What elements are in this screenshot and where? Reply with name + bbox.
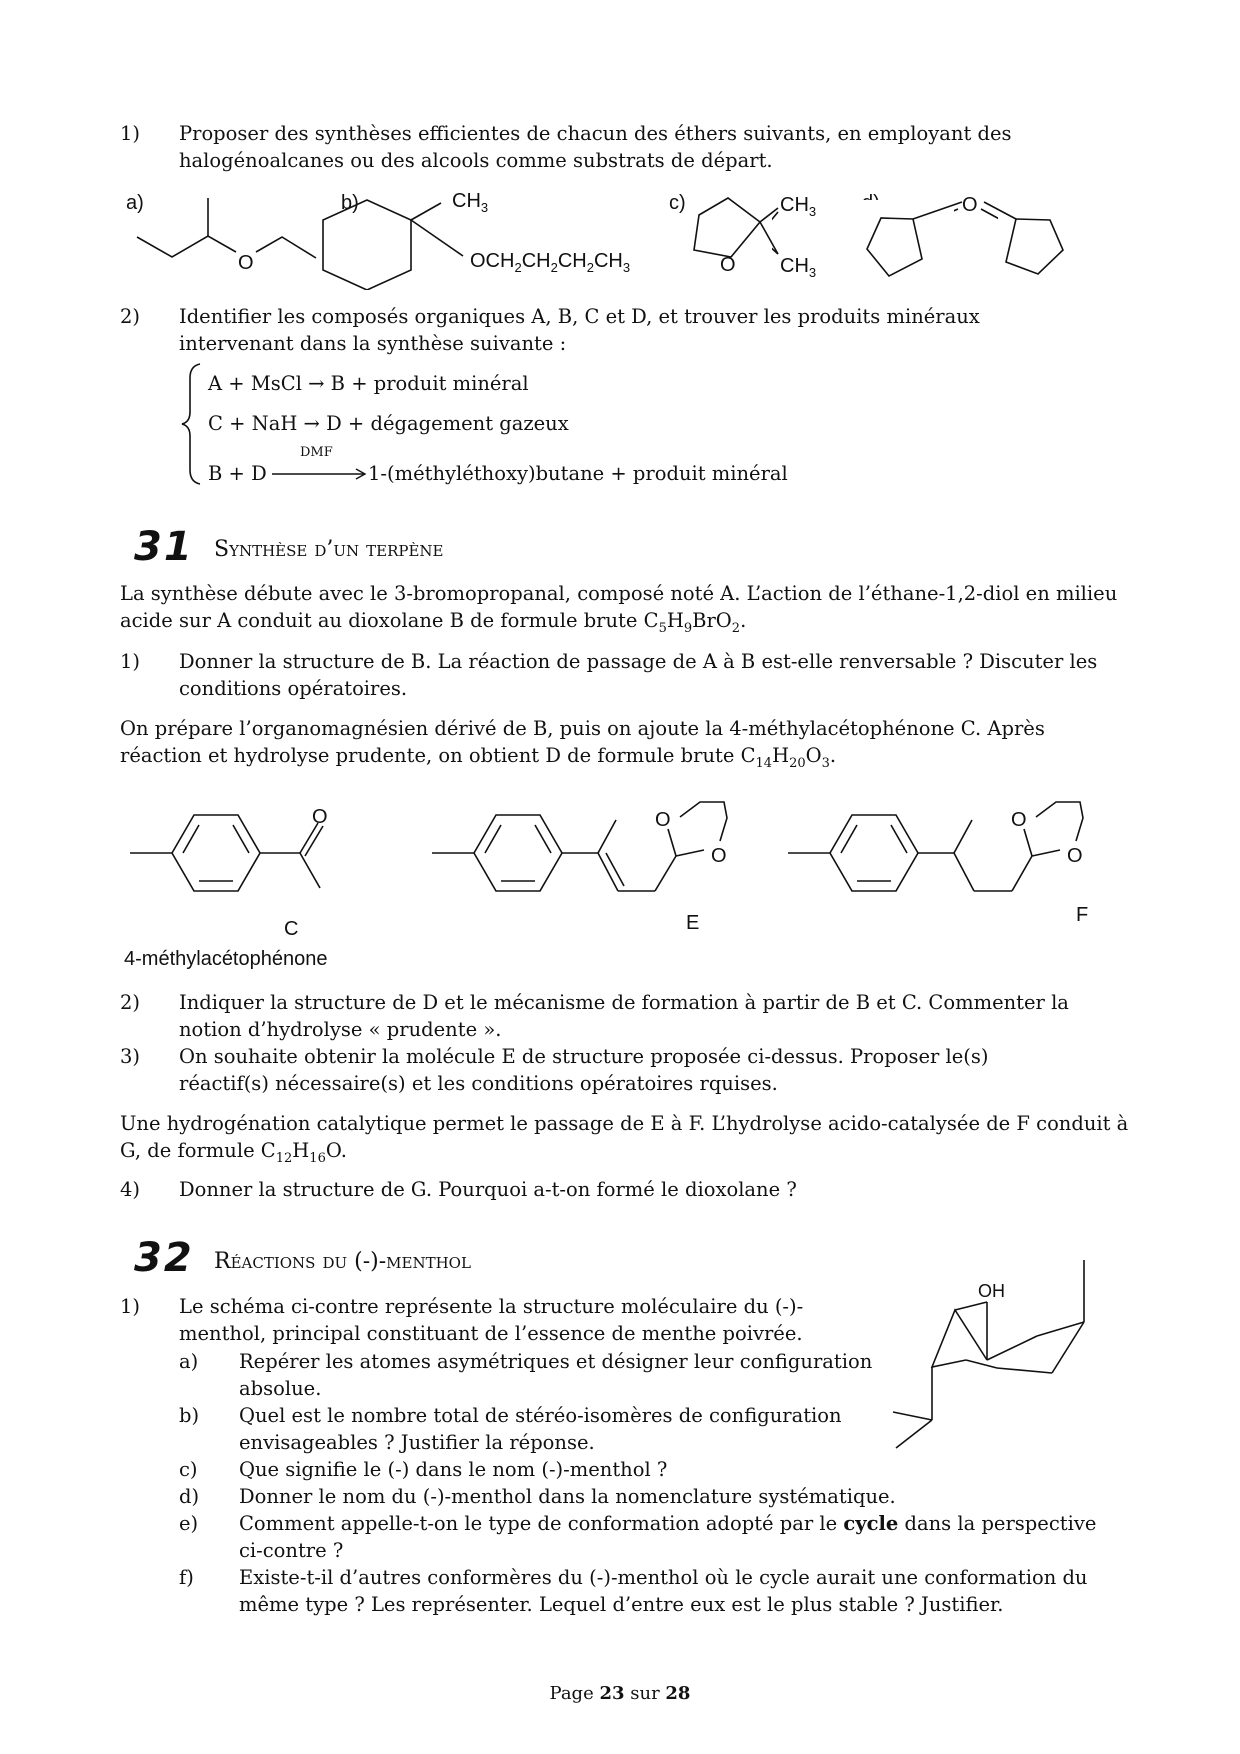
sec32-item-d-label: d) — [179, 1485, 200, 1508]
sec31-q3-number: 3) — [120, 1045, 141, 1068]
q1-label-b: b) — [341, 192, 359, 214]
ether-c-ch3-top: $CH_3$ — [780, 194, 817, 219]
svg-text:OH: OH — [978, 1281, 1005, 1301]
equation-3-right: 1-(méthyléthoxy)butane + produit minéral — [368, 462, 788, 485]
svg-text:O: O — [1067, 845, 1083, 867]
equation-1: A + MsCl → B + produit minéral — [208, 372, 529, 395]
sec32-item-b-label: b) — [179, 1404, 200, 1427]
q1-number: 1) — [120, 122, 141, 145]
sec31-q2-text: Indiquer la structure de D et le mécanisme de formation à partir de B et C. Commenter la notion d’hydrolyse « prudente ». — [179, 991, 1069, 1041]
ether-c-oxygen: O — [720, 254, 736, 276]
menthol-structure — [880, 1250, 1100, 1450]
label-c: C — [284, 918, 299, 940]
q1-label-a: a) — [126, 192, 144, 214]
sec31-q1-number: 1) — [120, 650, 141, 673]
q2-text: Identifier les composés organiques A, B, C et D, et trouver les produits minéraux intervenant dans la synthèse suivante : — [179, 305, 980, 355]
ether-c-ch3-bottom: $CH_3$ — [780, 255, 817, 280]
equation-3-left: B + D — [208, 462, 267, 485]
sec32-item-c-label: c) — [179, 1458, 198, 1481]
sec31-q3-text: On souhaite obtenir la molécule E de structure proposée ci-dessus. Proposer le(s) réactif(s) nécessaire(s) et les conditions opératoires rquises. — [179, 1045, 989, 1095]
q1-text: Proposer des synthèses efficientes de chacun des éthers suivants, en employant des halogénoalcanes ou des alcools comme substrats de départ. — [179, 122, 1012, 172]
sec31-q2-number: 2) — [120, 991, 141, 1014]
sec31-para3: Une hydrogénation catalytique permet le passage de E à F. L’hydrolyse acido-catalysée de F conduit à G, de formule $C_{12}H_{16}O$. — [120, 1112, 1129, 1166]
sec32-item-a-text: Repérer les atomes asymétriques et désigner leur configuration absolue. — [239, 1350, 873, 1400]
sec32-q1-number: 1) — [120, 1295, 141, 1318]
section-32-title: Réactions du (-)-menthol — [214, 1249, 471, 1274]
sec31-q4-text: Donner la structure de G. Pourquoi a-t-on formé le dioxolane ? — [179, 1178, 797, 1201]
svg-text:O: O — [312, 806, 328, 828]
sec32-item-f-label: f) — [179, 1566, 194, 1589]
q1-label-c: c) — [669, 192, 686, 214]
equation-3-arrow-label: DMF — [300, 445, 333, 460]
svg-text:O: O — [655, 809, 671, 831]
q2-number: 2) — [120, 305, 141, 328]
sec32-item-a-label: a) — [179, 1350, 199, 1373]
sec31-para2: On prépare l’organomagnésien dérivé de B, puis on ajoute la 4-méthylacétophénone C. Après réaction et hydrolyse prudente, on obtient D de formule brute $C_{14}H_{20}O_3$. — [120, 717, 1045, 771]
structures-c-e-f — [0, 790, 1240, 910]
label-f: F — [1076, 904, 1089, 926]
sec32-item-d-text: Donner le nom du (-)-menthol dans la nomenclature systématique. — [239, 1485, 896, 1508]
sec31-intro: La synthèse débute avec le 3-bromopropanal, composé noté A. L’action de l’éthane-1,2-diol en milieu acide sur A conduit au dioxolane B de formule brute $C_5H_9BrO_2$. — [120, 582, 1118, 636]
section-32-number: 32 — [134, 1235, 194, 1281]
system-brace — [180, 362, 204, 486]
sec32-item-c-text: Que signifie le (-) dans le nom (-)-menthol ? — [239, 1458, 668, 1481]
sec31-q1-text: Donner la structure de B. La réaction de passage de A à B est-elle renversable ? Discuter les conditions opératoires. — [179, 650, 1098, 700]
sec31-q4-number: 4) — [120, 1178, 141, 1201]
svg-text:O: O — [711, 845, 727, 867]
page-footer: Page 23 sur 28 — [549, 1683, 691, 1704]
svg-text:O: O — [1011, 809, 1027, 831]
ether-a-oxygen: O — [238, 252, 254, 274]
ether-b-ochain: $OCH_2CH_2CH_2CH_3$ — [470, 250, 631, 275]
sec32-item-b-text: Quel est le nombre total de stéréo-isomères de configuration envisageables ? Justifier la réponse. — [239, 1404, 842, 1454]
sec32-item-f-text: Existe-t-il d’autres conformères du (-)-menthol où le cycle aurait une conformation du même type ? Les représenter. Lequel d’entre eux est le plus stable ? Justifier. — [239, 1566, 1088, 1616]
label-e: E — [686, 912, 700, 934]
sec32-item-e-text: Comment appelle-t-on le type de conformation adopté par le cycle dans la perspective ci-contre ? — [239, 1512, 1097, 1562]
equation-2: C + NaH → D + dégagement gazeux — [208, 412, 569, 435]
label-c-name: 4-méthylacétophénone — [124, 948, 328, 970]
sec32-q1-text: Le schéma ci-contre représente la structure moléculaire du (-)-menthol, principal constituant de l’essence de menthe poivrée. — [179, 1295, 804, 1345]
section-31-title: Synthèse d’un terpène — [214, 537, 444, 562]
reaction-arrow — [270, 466, 370, 482]
ether-d-oxygen: O — [962, 194, 978, 216]
ether-b-ch3: $CH_3$ — [452, 190, 489, 215]
sec32-item-e-label: e) — [179, 1512, 199, 1535]
section-31-number: 31 — [134, 524, 194, 570]
